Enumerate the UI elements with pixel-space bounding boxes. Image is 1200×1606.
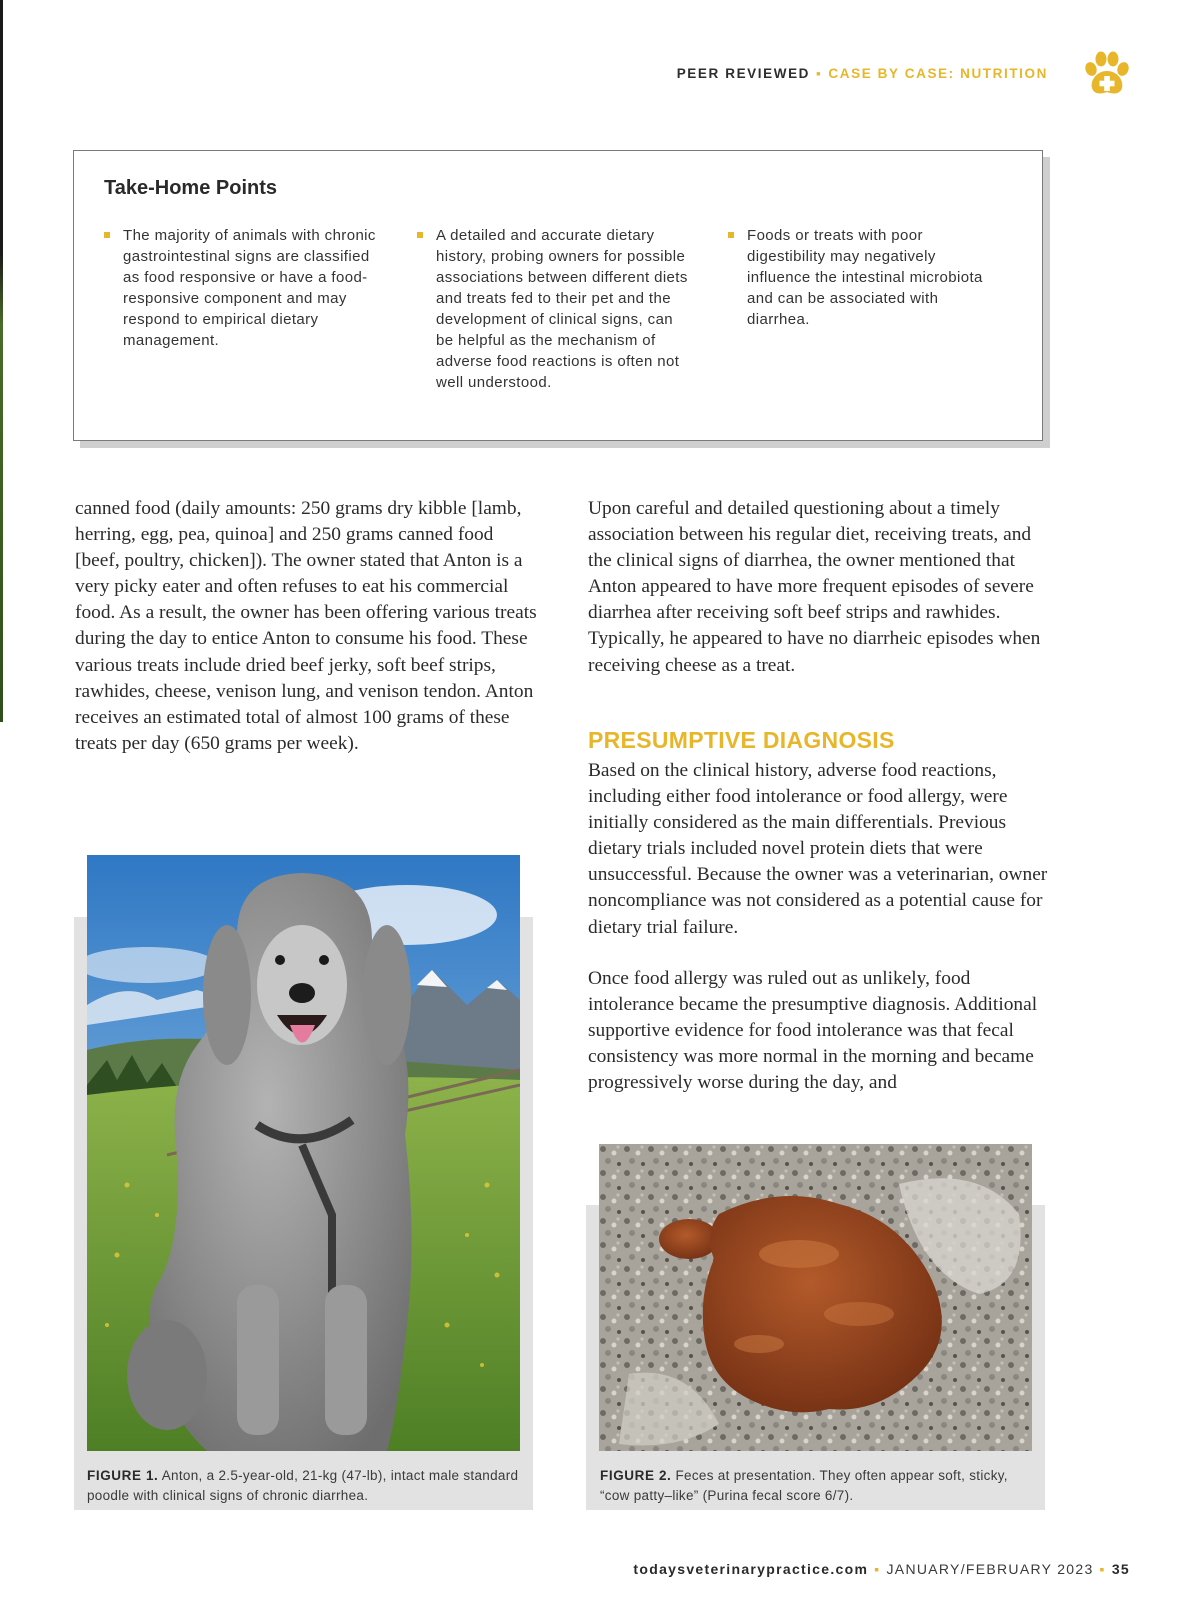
footer-separator: ▪ [1099, 1561, 1106, 1577]
page-edge-strip [0, 0, 3, 722]
section-heading: PRESUMPTIVE DIAGNOSIS [588, 727, 895, 753]
footer-separator: ▪ [874, 1561, 881, 1577]
footer-website: todaysveterinarypractice.com [633, 1561, 869, 1577]
right-column-paragraph: Once food allergy was ruled out as unlikely, food intolerance became the presumptive diagnosis. Additional supportive evidence for food intolerance was that fecal consistency was more normal in the morning and became progressively worse during the day, and [588, 968, 1038, 1094]
page-footer [633, 1561, 1130, 1577]
take-home-point [104, 225, 376, 351]
figure-2-caption [600, 1466, 1040, 1505]
take-home-title: Take-Home Points [104, 177, 277, 199]
figure-2-feces-photo [599, 1144, 1032, 1451]
figure-1-label: FIGURE 1. [87, 1468, 159, 1483]
take-home-points-box [73, 150, 1043, 441]
right-column-paragraph: Based on the clinical history, adverse food reactions, including either food intolerance or food allergy, were initially considered as the main differentials. Previous dietary trials included novel protein diets that were unsuccessful. Because the owner was a veterinarian, owner noncompliance was not considered as a potential cause for dietary trial failure. [588, 760, 1048, 938]
section-label: CASE BY CASE: NUTRITION [828, 66, 1048, 81]
take-home-point-text: A detailed and accurate dietary history, probing owners for possible associations between different diets and treats fed to their pet and the development of clinical signs, can be helpful as the mechanism of adverse food reactions is often not well understood. [436, 227, 688, 391]
footer-issue: JANUARY/FEBRUARY 2023 [886, 1561, 1094, 1577]
figure-2-caption-text: Feces at presentation. They often appear soft, sticky, “cow patty–like” (Purina fecal score 6/7). [600, 1468, 1008, 1503]
peer-reviewed-label: PEER REVIEWED [676, 66, 811, 81]
right-column-paragraph: Upon careful and detailed questioning about a timely association between his regular diet, receiving treats, and the clinical signs of diarrhea, the owner mentioned that Anton appeared to have more frequent episodes of severe diarrhea after receiving soft beef strips and rawhides. Typically, he appeared to have no diarrheic episodes when receiving cheese as a treat. [588, 498, 1041, 676]
take-home-point-text: The majority of animals with chronic gastrointestinal signs are classified as food responsive or have a food-responsive component and may respond to empirical dietary management. [123, 227, 376, 349]
running-header [677, 66, 1048, 81]
figure-2-label: FIGURE 2. [600, 1468, 672, 1483]
bullet-square-icon [417, 232, 423, 238]
bullet-square-icon [728, 232, 734, 238]
page-number: 35 [1111, 1561, 1130, 1577]
paw-medical-cross-icon [1082, 50, 1132, 98]
header-separator: ▪ [816, 66, 823, 81]
figure-1-poodle-photo [87, 855, 520, 1451]
left-column-paragraph: canned food (daily amounts: 250 grams dry kibble [lamb, herring, egg, pea, quinoa] and 250 grams canned food [beef, poultry, chicken]). The owner stated that Anton is a very picky eater and often refuses to eat his commercial food. As a result, the owner has been offering various treats during the day to entice Anton to consume his food. These various treats include dried beef jerky, soft beef strips, rawhides, cheese, venison lung, and venison tendon. Anton receives an estimated total of almost 100 grams of these treats per day (650 grams per week). [75, 498, 537, 754]
take-home-point [417, 225, 689, 393]
figure-1-caption-text: Anton, a 2.5-year-old, 21-kg (47-lb), intact male standard poodle with clinical signs of chronic diarrhea. [87, 1468, 519, 1503]
bullet-square-icon [104, 232, 110, 238]
figure-1-caption [87, 1466, 527, 1505]
take-home-point [728, 225, 1000, 330]
take-home-point-text: Foods or treats with poor digestibility may negatively influence the intestinal microbiota and can be associated with diarrhea. [747, 227, 983, 328]
